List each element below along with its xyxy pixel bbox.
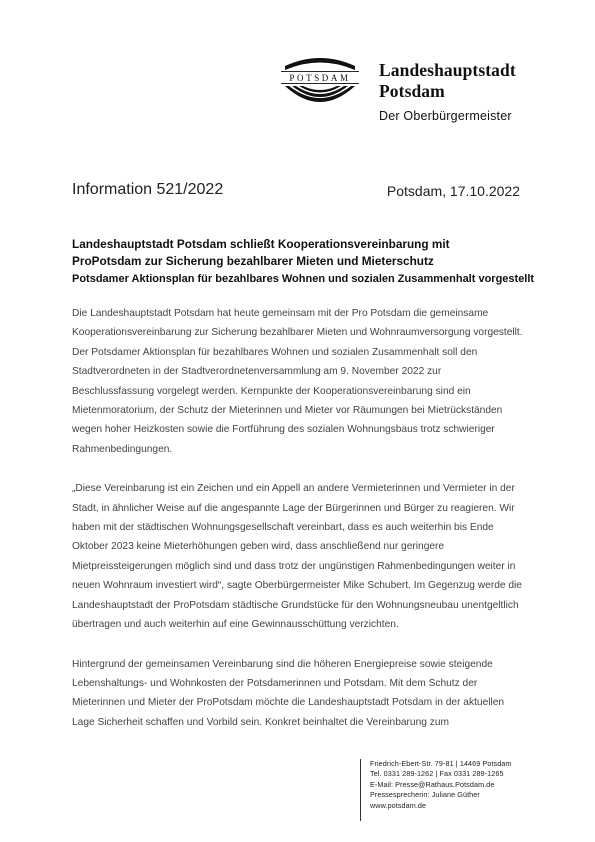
svg-text:POTSDAM: POTSDAM: [289, 73, 351, 83]
brand-block: [379, 60, 516, 123]
information-date: Potsdam, 17.10.2022: [386, 183, 520, 199]
press-headline: [72, 236, 542, 288]
headline-subtitle: Potsdamer Aktionsplan für bezahlbares Wohnen und sozialen Zusammenhalt vorgestellt: [72, 273, 535, 285]
body-paragraph-2: „Diese Vereinbarung ist ein Zeichen und ein Appell an andere Vermieterinnen und Vermieter in der Stadt, in ähnlicher Weise auf die angespannte Lage der Bürgerinnen und Bürger zu reagieren. Wir haben mit der städtischen Wohnungsgesellschaft vereinbart, dass es auch weiterhin bis Ende Oktober 2023 keine Mieterhöhungen geben wird, dass anschließend nur geringere Mietpreissteigerungen möglich sind und dass trotz der ungünstigen Rahmenbedingungen weiter in neuen Wohnraum investiert wird“, sagte Oberbürgermeister Mike Schubert. Im Gegenzug werde die Landeshauptstadt der ProPotsdam städtische Grundstücke für den Wohnungsneubau unentgeltlich übertragen und auch weiterhin auf eine Gewinnausschüttung verzichten.: [72, 483, 522, 631]
footer-email: E-Mail: Presse@Rathaus.Potsdam.de: [370, 779, 495, 789]
information-number: Information 521/2022: [72, 181, 224, 198]
brand-name-line1: Landeshauptstadt: [379, 60, 516, 80]
potsdam-city-logo: [279, 52, 361, 114]
brand-name-line2: Potsdam: [379, 81, 445, 101]
headline-line2: ProPotsdam zur Sicherung bezahlbarer Mieten und Mieterschutz: [72, 254, 434, 268]
footer-address: Friedrich-Ebert-Str. 79-81 | 14469 Potsdam: [370, 759, 512, 768]
body-paragraph-1: Die Landeshauptstadt Potsdam hat heute gemeinsam mit der Pro Potsdam die gemeinsame Kooperationsvereinbarung zur Sicherung bezahlbarer Mieten und Wohnraumversorgung vorgestellt. Der Potsdamer Aktionsplan für bezahlbares Wohnen und sozialen Zusammenhalt soll den Stadtverordneten in der Stadtverordnetenversammlung am 9. November 2022 zur Beschlussfassung vorgelegt werden. Kernpunkte der Kooperationsvereinbarung sind ein Mietenmoratorium, der Schutz der Mieterinnen und Mieter vor Räumungen bei Mietrückständen wegen hoher Heizkosten sowie die Fortführung des sozialen Wohnungsbaus trotz schwieriger Rahmenbedingungen.: [72, 308, 523, 455]
footer-phone: Tel. 0331 289-1262 | Fax 0331 289-1265: [370, 769, 504, 779]
body-paragraph-3: Hintergrund der gemeinsamen Vereinbarung sind die höheren Energiepreise sowie steigende Lebenshaltungs- und Wohnkosten der Potsdamerinnen und Potsdam. Mit dem Schutz der Mieterinnen und Mieter der ProPotsdam möchte die Landeshauptstadt Potsdam in der aktuellen Lage Sicherheit schaffen und Vorbild sein. Konkret beinhaltet die Vereinbarung zum: [72, 658, 505, 728]
brand-office: Der Oberbürgermeister: [379, 109, 512, 123]
logo-emblem-icon: [279, 52, 361, 114]
headline-line1: Landeshauptstadt Potsdam schließt Kooperationsvereinbarung mit: [72, 237, 450, 251]
footer-website: www.potsdam.de: [370, 800, 427, 810]
press-body: [72, 304, 524, 752]
footer-spokesperson: Pressesprecherin: Juliane Güther: [370, 790, 480, 800]
contact-footer: [360, 759, 512, 821]
